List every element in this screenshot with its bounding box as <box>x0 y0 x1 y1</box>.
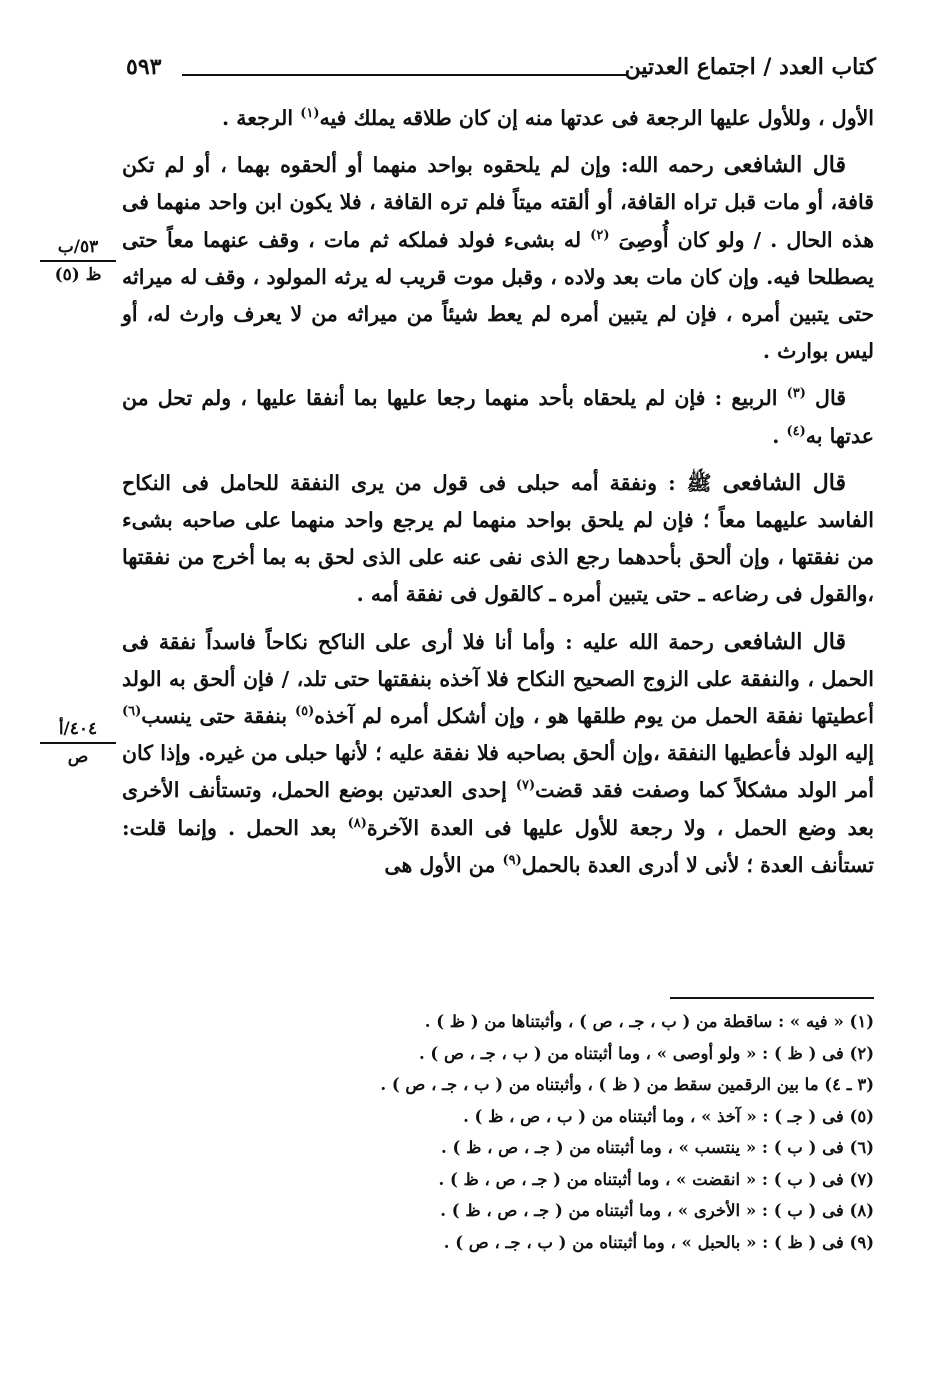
paragraph: قال الشافعى رحمه الله: وإن لم يلحقوه بواحد منهما أو ألحقوه بهما ، أو لم تكن قافة، أو مات قبل تراه القافة، أو ألقته ميتاً فلم تره القافة ، فلا يكون ابن واحد منهما فى هذه الحال . / ولو كان أُوصِىَ $^{(٢)}$ له بشىء فولد فملكه ثم مات ، وقف عنهما معاً حتى يصطلحا فيه. وإن كان مات بعد ولاده ، وقبل موت قريب له يرثه المولود ، وقف له ميراثه حتى يتبين أمره ، فإن لم يتبين أمره لم يعط شيئاً من ميراثه من لا يعرف وارث له، أو ليس بوارث . <box>122 152 874 364</box>
footnote: (٢) فى ( ظ ) : « ولو أوصى » ، وما أثبتناه من ( ب ، جـ ، ص ) . <box>418 1043 874 1063</box>
footnote-marker: (٥) <box>295 704 315 720</box>
page-number: ٥٩٣ <box>126 54 162 80</box>
paragraph: قال الشافعى رحمة الله عليه : وأما أنا فلا أرى على الناكح نكاحاً فاسداً نفقة فى الحمل ، والنفقة على الزوج الصحيح النكاح فلا آخذه بنفقتها حتى تلد، / فإن ألحق به الولد أعطيتها نفقة الحمل من يوم طلقها هو ، وإن أشكل أمره لم آخذه$^{(٥)}$ بنفقة حتى ينسب$^{(٦)}$ إليه الولد فأعطيها النفقة ،وإن ألحق بصاحبه فلا نفقة عليه ؛ لأنها حبلى من غيره. وإذا كان أمر الولد مشكلاً كما وصفت فقد قضت$^{(٧)}$ إحدى العدتين بوضع الحمل، وتستأنف الأخرى بعد وضع الحمل ، ولا رجعة للأول عليها فى العدة الآخرة$^{(٨)}$ بعد الحمل . وإنما قلت: تستأنف العدة ؛ لأنى لا أدرى العدة بالحمل$^{(٩)}$ من الأول هى <box>122 628 874 877</box>
margin-note-manuscript-ref <box>40 716 116 770</box>
paragraph: قال $^{(٣)}$ الربيع : فإن لم يلحقاه بأحد منهما رجعا عليها بما أنفقا عليها ، ولم تحل من عدتها به$^{(٤)}$ . <box>122 386 874 448</box>
footnote: (٩) فى ( ظ ) : « بالحبل » ، وما أثبتناه من ( ب ، جـ ، ص ) . <box>443 1232 874 1252</box>
footnote-separator <box>670 997 874 999</box>
margin-note-source: ظ (٥) <box>54 265 102 285</box>
speaker-label: قال الشافعى <box>723 152 846 179</box>
footnote-marker: (٣) <box>786 386 806 402</box>
paragraph: قال الشافعى ﷺ : ونفقة أمه حبلى فى قول من يرى النفقة للحامل فى النكاح الفاسد عليهما معاً ؛ فإن لم يلحق بواحد منهما لم يرجع واحد منهما على صاحبه بشىء من نفقتها ، وإن ألحق بأحدهما رجع الذى نفى عنه على الذى لحق به بما أخرج من نفقتها ،والقول فى رضاعه ـ حتى يتبين أمره ـ كالقول فى نفقة أمه . <box>122 469 874 607</box>
margin-note-manuscript-ref <box>40 234 116 288</box>
margin-note-source: ص <box>67 747 89 767</box>
speaker-label: قال الشافعى <box>723 628 846 655</box>
paragraph: الأول ، وللأول عليها الرجعة فى عدتها منه إن كان طلاقه يملك فيه$^{(١)}$ الرجعة . <box>221 106 874 130</box>
footnote-marker: (١) <box>300 106 320 122</box>
footnotes <box>380 1006 874 1258</box>
footnote: (٦) فى ( ب ) : « ينتسب » ، وما أثبتناه من ( جـ ، ص ، ظ ) . <box>441 1138 874 1157</box>
footnote-marker: (٧) <box>515 778 536 794</box>
margin-note-folio: ٥٣/ب <box>40 234 116 262</box>
margin-note-folio: ٤٠٤/أ <box>40 716 116 744</box>
footnote: (١) « فيه » : ساقطة من ( ب ، جـ ، ص ) ، وأثبتناها من ( ظ ) . <box>424 1012 874 1031</box>
running-header <box>118 52 876 92</box>
main-text <box>122 100 874 884</box>
footnote-marker: (٦) <box>122 704 142 720</box>
footnote-marker: (٩) <box>502 853 522 869</box>
footnote: (٨) فى ( ب ) : « الأخرى » ، وما أثبتناه من ( جـ ، ص ، ظ ) . <box>440 1201 874 1220</box>
footnote: (٧) فى ( ب ) : « انقضت » ، وما أثبتناه من ( جـ ، ص ، ظ ) . <box>438 1169 874 1189</box>
speaker-label: قال الشافعى <box>722 469 846 496</box>
footnote: (٣ ـ ٤) ما بين الرقمين سقط من ( ظ ) ، وأثبتناه من ( ب ، جـ ، ص ) . <box>380 1075 874 1094</box>
footnote: (٥) فى ( جـ ) : « آخذ » ، وما أثبتناه من ( ب ، ص ، ظ ) . <box>463 1106 874 1126</box>
header-rule <box>182 74 626 76</box>
footnote-marker: (٢) <box>590 227 610 243</box>
chapter-title: كتاب العدد / اجتماع العدتين <box>624 54 876 80</box>
footnote-marker: (٨) <box>347 815 367 831</box>
footnote-marker: (٤) <box>786 423 806 439</box>
